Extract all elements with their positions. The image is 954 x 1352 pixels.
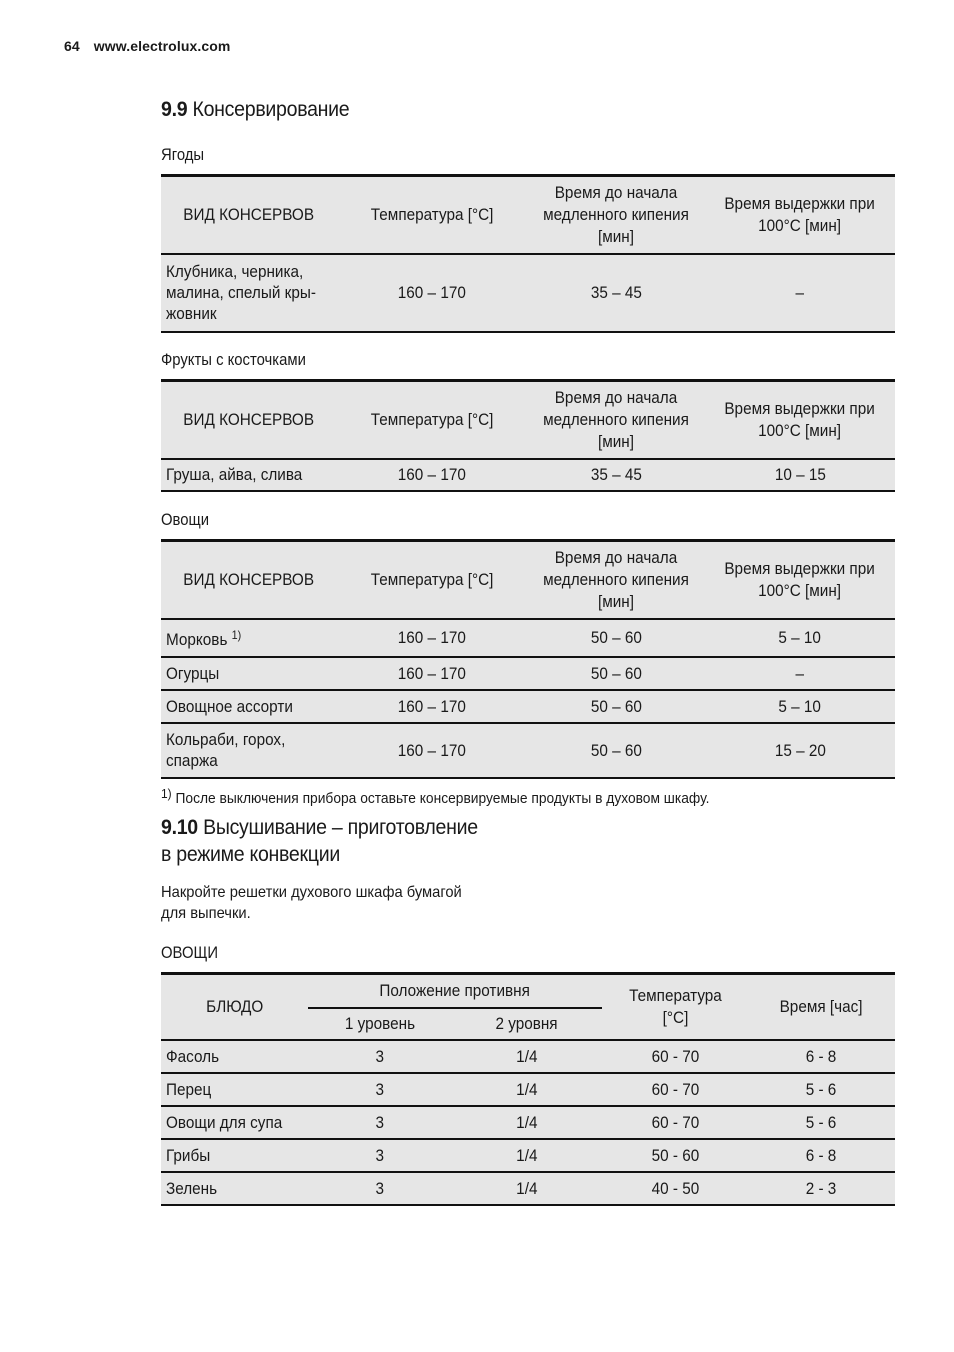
cell-type: Клубника, черника, малина, спелый кры- жовник	[161, 254, 337, 332]
header-dish: БЛЮДО	[161, 974, 308, 1040]
page-header	[64, 38, 230, 54]
cell-level-2: 1/4	[452, 1139, 602, 1172]
table-row	[161, 459, 895, 491]
intro-text: Накройте решетки духового шкафа бумагой для выпечки.	[161, 884, 462, 922]
table-header-row	[161, 541, 895, 619]
header-temperature: Температура [°C]	[602, 974, 748, 1040]
section-number: 9.10	[161, 816, 198, 839]
header-type: ВИД КОНСЕРВОВ	[161, 176, 337, 254]
table-row	[161, 690, 895, 723]
cell-temperature: 50 - 60	[602, 1139, 748, 1172]
table-drying	[161, 972, 895, 1206]
cell-hold-time: 5 – 10	[705, 690, 895, 723]
cell-temperature: 160 – 170	[337, 459, 527, 491]
table-row	[161, 619, 895, 657]
site-url: www.electrolux.com	[93, 38, 231, 54]
cell-level-1: 3	[308, 1172, 452, 1205]
cell-temperature: 160 – 170	[337, 723, 527, 778]
cell-type: Овощное ассорти	[161, 690, 337, 723]
table-row	[161, 1139, 895, 1172]
cell-dish: Фасоль	[161, 1040, 308, 1073]
table-row	[161, 657, 895, 690]
cell-time: 6 - 8	[748, 1139, 895, 1172]
header-level-1: 1 уровень	[344, 1013, 416, 1033]
cell-hold-time: –	[705, 254, 895, 332]
footnote-ref: 1)	[231, 628, 242, 642]
table-row	[161, 254, 895, 332]
cell-boil-time: 50 – 60	[527, 690, 705, 723]
subtitle-berries: Ягоды	[161, 146, 205, 164]
table-vegetables	[161, 539, 895, 779]
table-row	[161, 1172, 895, 1205]
header-hold-time: Время выдержки при 100°C [мин]	[705, 381, 895, 459]
header-boil-time: Время до начала медленного кипения [мин]	[527, 176, 705, 254]
header-temperature: Температура [°C]	[337, 541, 527, 619]
cell-hold-time: –	[705, 657, 895, 690]
header-temperature: Температура [°C]	[337, 381, 527, 459]
cell-boil-time: 35 – 45	[527, 254, 705, 332]
header-time: Время [час]	[748, 974, 895, 1040]
header-type: ВИД КОНСЕРВОВ	[161, 381, 337, 459]
section-heading-9-10	[161, 814, 478, 868]
footnote-text: После выключения прибора оставьте консервируемые продукты в духовом шкафу.	[175, 790, 710, 807]
cell-temperature: 40 - 50	[602, 1172, 748, 1205]
header-tray-position: Положение противня	[308, 974, 602, 1008]
header-type: ВИД КОНСЕРВОВ	[161, 541, 337, 619]
cell-type: Огурцы	[161, 657, 337, 690]
cell-dish: Овощи для супа	[161, 1106, 308, 1139]
cell-temperature: 160 – 170	[337, 619, 527, 657]
cell-boil-time: 50 – 60	[527, 723, 705, 778]
header-hold-time: Время выдержки при 100°C [мин]	[705, 541, 895, 619]
cell-type: Кольраби, горох, спаржа	[161, 723, 337, 778]
cell-temperature: 60 - 70	[602, 1073, 748, 1106]
cell-hold-time: 10 – 15	[705, 459, 895, 491]
section-number: 9.9	[161, 98, 188, 121]
cell-time: 5 - 6	[748, 1106, 895, 1139]
header-temperature: Температура [°C]	[337, 176, 527, 254]
cell-level-1: 3	[308, 1073, 452, 1106]
cell-boil-time: 50 – 60	[527, 619, 705, 657]
table-berries	[161, 174, 895, 333]
section-title-line1: Высушивание – приготовление	[203, 816, 478, 839]
cell-level-1: 3	[308, 1106, 452, 1139]
cell-temperature: 160 – 170	[337, 657, 527, 690]
table-row	[161, 723, 895, 778]
table-header-row	[161, 176, 895, 254]
cell-temperature: 60 - 70	[602, 1040, 748, 1073]
cell-level-2: 1/4	[452, 1040, 602, 1073]
subtitle-stone-fruits: Фрукты с косточками	[161, 351, 306, 369]
cell-temperature: 60 - 70	[602, 1106, 748, 1139]
footnote	[161, 786, 709, 807]
header-boil-time: Время до начала медленного кипения [мин]	[527, 381, 705, 459]
cell-level-2: 1/4	[452, 1073, 602, 1106]
section-title-line2: в режиме конвекции	[161, 843, 340, 866]
header-level-2: 2 уровня	[495, 1013, 559, 1033]
cell-time: 5 - 6	[748, 1073, 895, 1106]
cell-time: 2 - 3	[748, 1172, 895, 1205]
header-hold-time: Время выдержки при 100°C [мин]	[705, 176, 895, 254]
cell-dish: Грибы	[161, 1139, 308, 1172]
header-boil-time: Время до начала медленного кипения [мин]	[527, 541, 705, 619]
cell-dish: Зелень	[161, 1172, 308, 1205]
cell-temperature: 160 – 170	[337, 690, 527, 723]
cell-type: Морковь $^{1)}$	[161, 619, 337, 657]
table-row	[161, 1106, 895, 1139]
cell-hold-time: 15 – 20	[705, 723, 895, 778]
table-header-row	[161, 381, 895, 459]
table-row	[161, 1040, 895, 1073]
cell-level-2: 1/4	[452, 1106, 602, 1139]
table-header-row	[161, 974, 895, 1008]
cell-dish: Перец	[161, 1073, 308, 1106]
cell-boil-time: 35 – 45	[527, 459, 705, 491]
cell-boil-time: 50 – 60	[527, 657, 705, 690]
cell-time: 6 - 8	[748, 1040, 895, 1073]
cell-level-1: 3	[308, 1040, 452, 1073]
section-title: Консервирование	[192, 98, 350, 121]
section-heading-9-9	[161, 98, 349, 122]
cell-temperature: 160 – 170	[337, 254, 527, 332]
cell-hold-time: 5 – 10	[705, 619, 895, 657]
cell-level-2: 1/4	[452, 1172, 602, 1205]
table-row	[161, 1073, 895, 1106]
page-number: 64	[64, 38, 80, 54]
cell-level-1: 3	[308, 1139, 452, 1172]
table-stone-fruits	[161, 379, 895, 492]
subtitle-drying-vegetables: ОВОЩИ	[161, 944, 219, 962]
footnote-marker: 1)	[161, 786, 172, 801]
subtitle-vegetables: Овощи	[161, 511, 210, 529]
cell-type: Груша, айва, слива	[161, 459, 337, 491]
